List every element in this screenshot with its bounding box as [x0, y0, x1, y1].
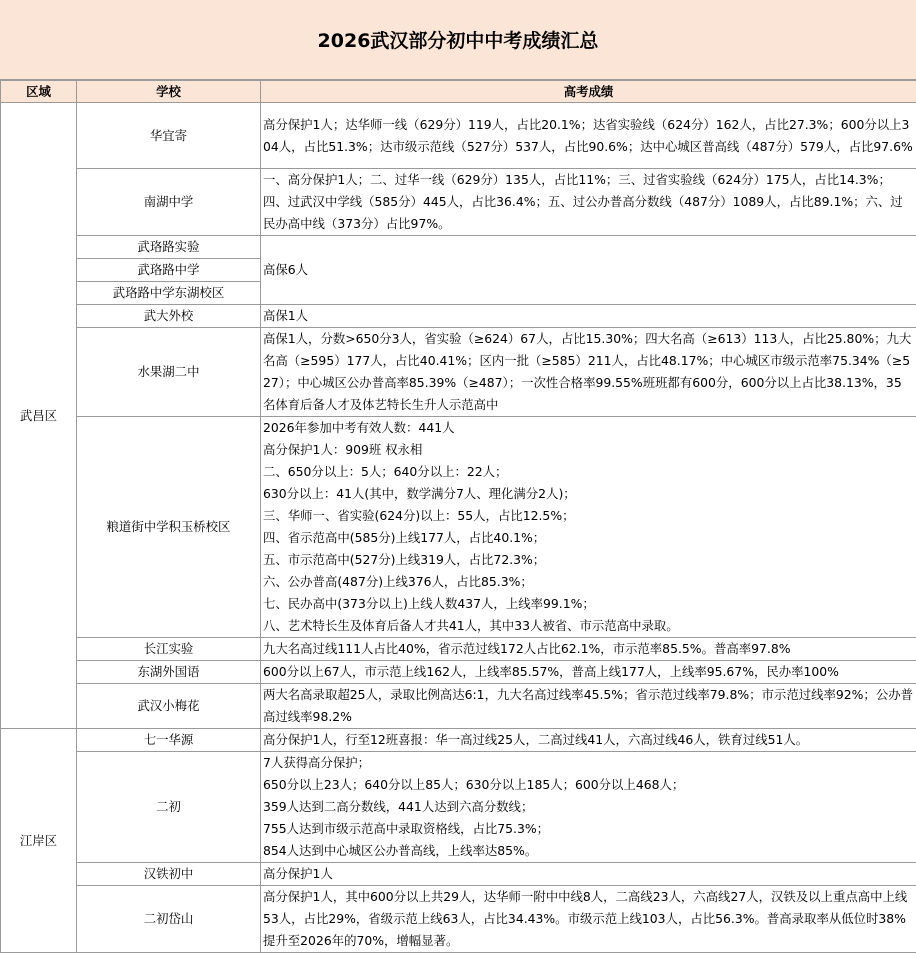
result-cell[interactable]: 高分保护1人，其中600分以上共29人，达华师一附中中线8人，二高线23人，六高线27人，汉铁及以上重点高中上线53人，占比29%，省级示范上线63人，占比34.43%。市级示范上线103人，占比56.3%。普高录取率从低位时38%提升至2026年的70%，增幅显著。 — [261, 886, 916, 953]
result-cell[interactable]: 高分保护1人 — [261, 863, 916, 886]
result-line: 650分以上23人；640分以上85人；630分以上185人；600分以上468人； — [263, 774, 914, 796]
result-cell[interactable]: 两大名高录取超25人，录取比例高达6:1，九大名高过线率45.5%；省示范过线率79.8%；市示范过线率92%；公办普高过线率98.2% — [261, 684, 916, 729]
table-row — [1, 684, 916, 729]
school-cell[interactable]: 水果湖二中 — [77, 328, 261, 417]
table-row — [1, 328, 916, 417]
school-cell[interactable]: 二初 — [77, 752, 261, 863]
school-cell[interactable]: 东湖外国语 — [77, 661, 261, 684]
result-cell[interactable]: 高保1人，分数>650分3人，省实验（≥624）67人，占比15.30%；四大名高（≥613）113人，占比25.80%；九大名高（≥595）177人，占比40.41%；区内一批（≥585）211人，占比48.17%；中心城区市级示范率75.34%（≥527）；中心城区公办普高率85.39%（≥487）；一次性合格率99.55%班班都有600分，600分以上占比38.13%，35名体育后备人才及体艺特长生升人示范高中 — [261, 328, 916, 417]
result-line: 二、650分以上：5人；640分以上：22人； — [263, 461, 914, 483]
result-line: 三、华师一、省实验(624分)以上：55人，占比12.5%； — [263, 505, 914, 527]
result-cell[interactable]: 高保6人 — [261, 236, 916, 305]
table-row — [1, 169, 916, 236]
table-row — [1, 417, 916, 638]
table-row — [1, 886, 916, 953]
school-cell[interactable]: 汉铁初中 — [77, 863, 261, 886]
result-cell[interactable] — [261, 417, 916, 638]
result-line: 2026年参加中考有效人数：441人 — [263, 417, 914, 439]
table-row — [1, 752, 916, 863]
result-cell[interactable]: 高分保护1人，行至12班喜报：华一高过线25人，二高过线41人，六高过线46人，铁育过线51人。 — [261, 729, 916, 752]
area-cell[interactable]: 武昌区 — [1, 103, 77, 729]
result-line: 630分以上：41人(其中，数学满分7人、理化满分2人)； — [263, 483, 914, 505]
school-cell[interactable]: 粮道街中学积玉桥校区 — [77, 417, 261, 638]
school-cell[interactable]: 武珞路实验 — [77, 236, 261, 259]
result-cell[interactable]: 一、高分保护1人；二、过华一线（629分）135人，占比11%；三、过省实验线（624分）175人，占比14.3%；四、过武汉中学线（585分）445人，占比36.4%；五、过公办普高分数线（487分）1089人，占比89.1%；六、过民办高中线（373分）占比97%。 — [261, 169, 916, 236]
school-cell[interactable]: 二初岱山 — [77, 886, 261, 953]
school-cell[interactable]: 长江实验 — [77, 638, 261, 661]
header-school[interactable]: 学校 — [77, 81, 261, 103]
result-line: 六、公办普高(487分)上线376人，占比85.3%； — [263, 571, 914, 593]
sheet-title: 2026武汉部分初中中考成绩汇总 — [0, 0, 916, 80]
result-line: 八、艺术特长生及体育后备人才共41人，其中33人被省、市示范高中录取。 — [263, 615, 914, 637]
result-cell[interactable]: 高分保护1人；达华师一线（629分）119人，占比20.1%；达省实验线（624分）162人，占比27.3%；600分以上304人，占比51.3%；达市级示范线（527分）537人，占比90.6%；达中心城区普高线（487分）579人，占比97.6% — [261, 103, 916, 169]
school-cell[interactable]: 武汉小梅花 — [77, 684, 261, 729]
header-area[interactable]: 区域 — [1, 81, 77, 103]
result-line: 七、民办高中(373分以上)上线人数437人，上线率99.1%； — [263, 593, 914, 615]
result-line: 7人获得高分保护； — [263, 752, 914, 774]
result-line: 755人达到市级示范高中录取资格线，占比75.3%； — [263, 818, 914, 840]
school-cell[interactable]: 武珞路中学 — [77, 259, 261, 282]
result-line: 854人达到中心城区公办普高线，上线率达85%。 — [263, 840, 914, 862]
header-row — [1, 81, 916, 103]
result-line: 359人达到二高分数线，441人达到六高分数线； — [263, 796, 914, 818]
score-table — [0, 80, 916, 953]
result-line: 五、市示范高中(527分)上线319人，占比72.3%； — [263, 549, 914, 571]
school-cell[interactable]: 武珞路中学东湖校区 — [77, 282, 261, 305]
school-cell[interactable]: 南湖中学 — [77, 169, 261, 236]
result-cell[interactable]: 高保1人 — [261, 305, 916, 328]
school-cell[interactable]: 武大外校 — [77, 305, 261, 328]
school-cell[interactable]: 七一华源 — [77, 729, 261, 752]
table-row — [1, 103, 916, 169]
table-row — [1, 729, 916, 752]
table-row — [1, 638, 916, 661]
table-row — [1, 661, 916, 684]
table-row — [1, 863, 916, 886]
result-line: 四、省示范高中(585分)上线177人，占比40.1%； — [263, 527, 914, 549]
result-cell[interactable]: 600分以上67人，市示范上线162人，上线率85.57%，普高上线177人，上线率95.67%，民办率100% — [261, 661, 916, 684]
result-cell[interactable]: 九大名高过线111人占比40%，省示范过线172人占比62.1%，市示范率85.5%。普高率97.8% — [261, 638, 916, 661]
table-row — [1, 236, 916, 259]
header-result[interactable]: 高考成绩 — [261, 81, 916, 103]
result-cell[interactable] — [261, 752, 916, 863]
table-row — [1, 305, 916, 328]
school-cell[interactable]: 华宜寄 — [77, 103, 261, 169]
area-cell[interactable]: 江岸区 — [1, 729, 77, 953]
result-line: 高分保护1人：909班 权永相 — [263, 439, 914, 461]
